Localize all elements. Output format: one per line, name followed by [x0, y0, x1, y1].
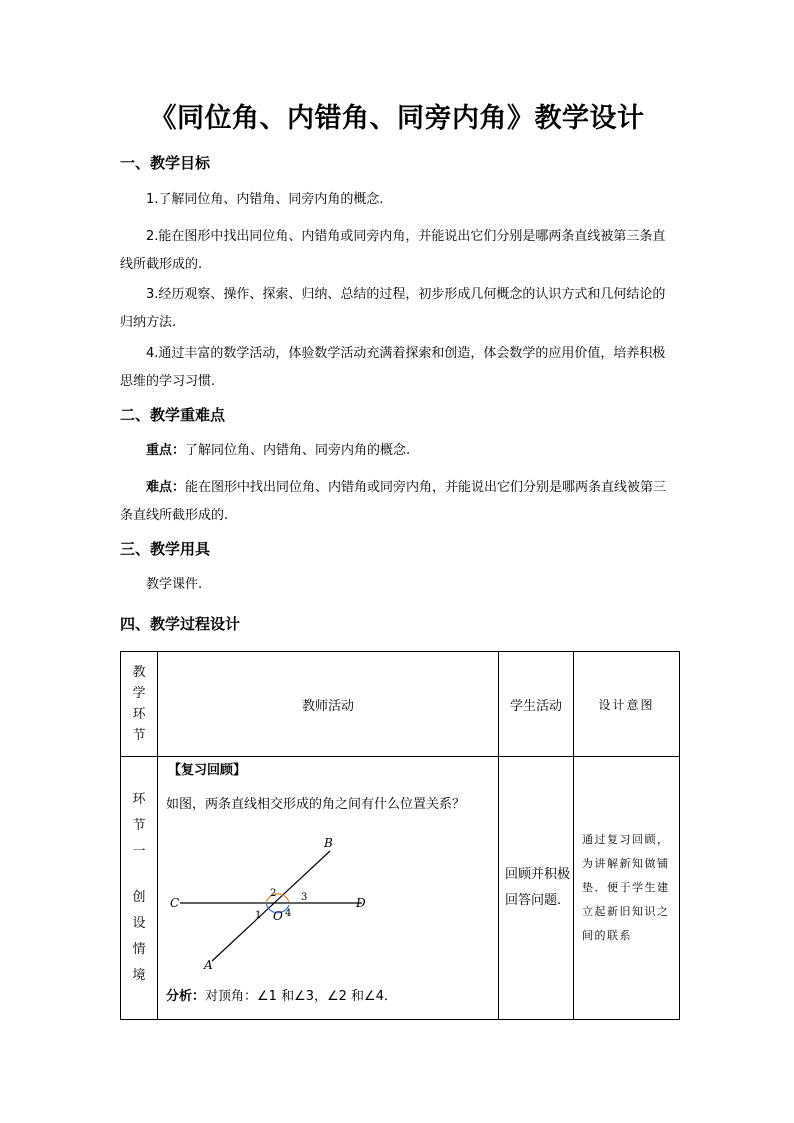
header-teacher: 教师活动 — [158, 652, 499, 757]
header-stage-char: 节 — [132, 728, 146, 743]
tools-text: 教学课件. — [146, 577, 203, 592]
stage-char: 境 — [132, 968, 146, 983]
header-stage-char: 学 — [132, 686, 146, 701]
difficult-point-label: 难点： — [146, 480, 186, 495]
difficult-point-text: 能在图形中找出同位角、内错角或同旁内角，并能说出它们分别是哪两条直线被第三条直线所截形成的. — [120, 480, 667, 523]
student-activity-cell: 回顾并积极回答问题. — [499, 757, 574, 1020]
difficult-point — [120, 474, 678, 530]
line-ab — [212, 851, 330, 961]
key-point — [120, 437, 678, 465]
objective-4: 4.通过丰富的数学活动，体验数学活动充满着探索和创造，体会数学的应用价值，培养积极思维的学习习惯. — [120, 346, 666, 389]
objective-2: 2.能在图形中找出同位角、内错角或同旁内角，并能说出它们分别是哪两条直线被第三条直线所截形成的. — [120, 229, 666, 272]
section-heading-tools: 三、教学用具 — [120, 540, 211, 558]
header-stage — [121, 652, 158, 757]
key-point-text: 了解同位角、内错角、同旁内角的概念. — [185, 443, 411, 458]
objective-3: 3.经历观察、操作、探索、归纳、总结的过程，初步形成几何概念的认识方式和几何结论的归纳方法. — [120, 287, 666, 330]
objective-1: 1.了解同位角、内错角、同旁内角的概念. — [146, 192, 384, 207]
section-heading-key-points: 二、教学重难点 — [120, 406, 226, 424]
stage-char: 情 — [132, 942, 146, 957]
header-stage-char: 环 — [132, 707, 146, 722]
stage-cell — [121, 757, 158, 1020]
section-heading-objectives: 一、教学目标 — [120, 154, 211, 172]
header-stage-char: 教 — [132, 665, 146, 680]
analysis-label: 分析： — [166, 989, 206, 1004]
table-header-row — [121, 652, 680, 757]
document-title: 《同位角、内错角、同旁内角》教学设计 — [149, 103, 645, 134]
analysis-text: 对顶角：∠1 和∠3，∠2 和∠4． — [205, 989, 397, 1004]
stage-char: 设 — [132, 916, 146, 931]
teacher-activity-cell — [158, 757, 499, 1020]
header-intent: 设计意图 — [574, 652, 680, 757]
design-intent-cell: 通过复习回顾，为讲解新知做铺垫．便于学生建立起新旧知识之间的联系 — [574, 757, 680, 1020]
section-heading-process: 四、教学过程设计 — [120, 615, 241, 633]
key-point-label: 重点： — [146, 443, 186, 458]
stage-spacer — [121, 865, 157, 885]
label-angle-2: 2 — [270, 888, 277, 899]
label-c: C — [170, 896, 180, 910]
label-angle-4: 4 — [285, 908, 292, 919]
review-question: 如图，两条直线相交形成的角之间有什么位置关系？ — [166, 797, 466, 812]
intersecting-lines-figure — [164, 823, 364, 973]
label-b: B — [324, 836, 333, 850]
review-label: 【复习回顾】 — [168, 763, 247, 778]
label-angle-1: 1 — [255, 910, 262, 921]
stage-char: 一 — [132, 844, 146, 859]
label-o: O — [273, 909, 283, 923]
header-student: 学生活动 — [499, 652, 574, 757]
stage-char: 节 — [132, 818, 146, 833]
stage-char: 环 — [132, 792, 146, 807]
analysis — [166, 985, 397, 1004]
label-a: A — [204, 958, 213, 972]
label-angle-3: 3 — [301, 892, 308, 903]
label-d: D — [356, 896, 366, 910]
process-table — [120, 651, 680, 1020]
table-row — [121, 757, 680, 1020]
stage-char: 创 — [132, 890, 146, 905]
